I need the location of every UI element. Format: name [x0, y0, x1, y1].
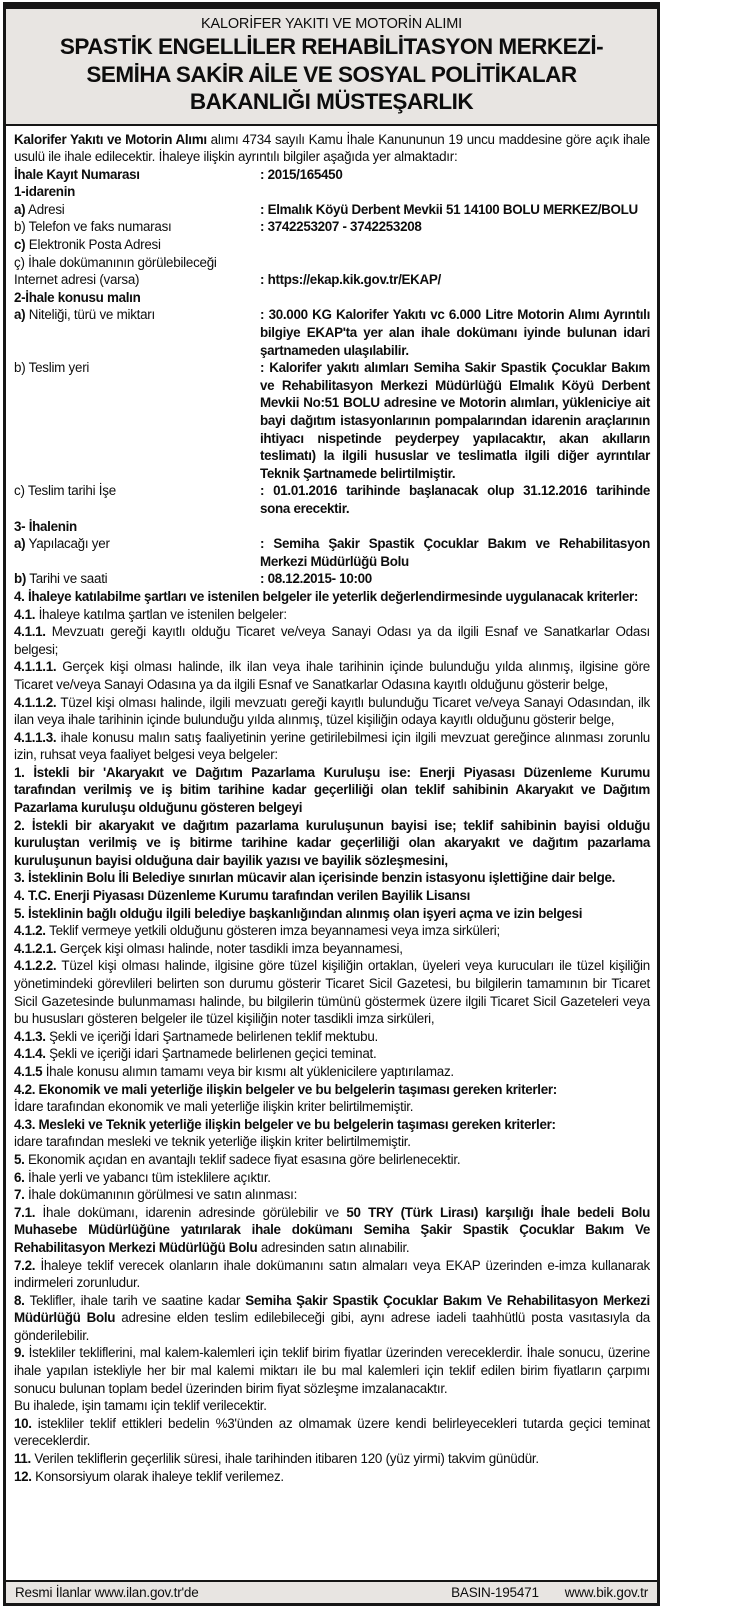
text-run: 3. İsteklinin Bolu İli Belediye sınırlan mücavir alan içerisinde benzin istasyonu işlettiğine dair belge.	[14, 870, 616, 886]
text-run: Şekli ve içeriği İdari Şartnamede belirlenen teklif mektubu.	[49, 1028, 378, 1044]
clause-paragraph	[14, 905, 650, 923]
clause-paragraph	[14, 1116, 650, 1134]
text-run: a)	[14, 536, 26, 552]
text-run: : 01.01.2016 tarihinde başlanacak olup 31.12.2016 tarihinde sona erecektir.	[260, 483, 650, 516]
text-run: 4.1.2.	[14, 923, 50, 939]
text-run: 4.1.1.1.	[14, 659, 63, 675]
text-run: 4.1.3.	[14, 1028, 50, 1044]
clause-paragraph	[14, 940, 650, 958]
clause-paragraph	[14, 1098, 650, 1116]
text-run: : 08.12.2015- 10:00	[260, 571, 372, 587]
text-run: Ekonomik açıdan en avantajlı teklif sadece fiyat esasına göre belirlenecektir.	[28, 1151, 461, 1167]
text-run: Yapılacağı yer	[25, 536, 110, 552]
text-run: 4.2. Ekonomik ve mali yeterliğe ilişkin belgeler ve bu belgelerin taşıması gereken kriterler:	[14, 1081, 557, 1097]
notice-supertitle: KALORİFER YAKITI VE MOTORİN ALIMI	[201, 16, 462, 32]
notice-title-line: SEMİHA SAKİR AİLE VE SOSYAL POLİTİKALAR	[86, 61, 577, 87]
text-run: 1. İstekli bir 'Akaryakıt ve Dağıtım Pazarlama Kuruluşu ise: Enerji Piyasası Düzenleme Kurumu tarafından verilmiş ve iş bitim tarihine kadar geçerliliği olan teklif sahibinin Akaryakıt ve Dağıtım Pazarlama kuruluşu olduğunu gösteren belgeyi	[14, 764, 650, 816]
text-run: Niteliği, türü ve miktarı	[25, 307, 155, 323]
text-run: Bu ihalede, işin tamamı için teklif verilecektir.	[14, 1398, 267, 1414]
text-run: Elektronik Posta Adresi	[25, 237, 161, 253]
text-run: 12.	[14, 1468, 36, 1484]
text-run: 3- İhalenin	[14, 518, 77, 534]
clause-paragraph	[14, 1257, 650, 1292]
text-run: 1-idarenin	[14, 184, 75, 200]
text-run: : Elmalık Köyü Derbent Mevkii 51 14100 BOLU MERKEZ/BOLU	[260, 201, 638, 217]
text-run: İhaleye katılma şartlan ve istenilen belgeler:	[38, 606, 287, 622]
text-run: 7.	[14, 1187, 28, 1203]
clause-paragraph	[14, 1292, 650, 1345]
text-run: 4. T.C. Enerji Piyasası Düzenleme Kurumu tarafından verilen Bayilik Lisansı	[14, 888, 471, 904]
text-run: : Kalorifer yakıtı alımları Semiha Sakir Spastik Çocuklar Bakım ve Rehabilitasyon Merkezi Müdürlüğü Elmalık Köyü Derbent Mevkii No:51 BOLU adresine ve Motorin alımları, yükleniciye ait bayi dağıtım istasyonlarının pompalarından idarenin araçlarının ihtiyacı nispetinde peyderpey yapılacaktır, akan akılların teslimatı) la ilgili hususlar ve teslimatla ilgili diğer ayrıntılar Teknik Şartnamede belirtilmiştir.	[260, 360, 650, 481]
info-value	[260, 306, 650, 359]
info-row	[14, 482, 650, 517]
notice-title-line: BAKANLIĞI MÜSTEŞARLIK	[189, 89, 474, 114]
text-run: Gerçek kişi olması halinde, noter tasdikli imza beyannamesi,	[59, 940, 403, 956]
clause-paragraph	[14, 1081, 650, 1099]
text-run: İhaleye teklif verecek olanların ihale dokümanını satın almaları veya EKAP üzerinden e-imza kullanarak indirmeleri zorunludur.	[14, 1257, 650, 1291]
text-run: 5.	[14, 1151, 28, 1167]
info-row	[14, 201, 650, 219]
text-run: : 30.000 KG Kalorifer Yakıtı vc 6.000 Litre Motorin Alımı Ayrıntılı bilgiye EKAP'ta yer alan ihale dokümanı iyinde bulunan idari şartnameden ulaşılabilir.	[260, 307, 650, 358]
text-run: b) Teslim yeri	[14, 360, 90, 376]
clause-paragraph	[14, 1063, 650, 1081]
clause-paragraph	[14, 957, 650, 1027]
text-run: ihale konusu malın satış faaliyetinin yerine getirilebilmesi için ilgili mevzuat gereğince alınması zorunlu izin, ruhsat veya faaliyet belgesi veya belgeler:	[14, 729, 650, 763]
text-run: : 3742253207 - 3742253208	[260, 219, 422, 235]
text-run: Teklif vermeye yetkili olduğunu gösteren imza beyannamesi veya imza sirküleri;	[49, 923, 500, 939]
info-label	[14, 570, 260, 588]
text-run: İhale dokümanının görülmesi ve satın alınması:	[28, 1187, 298, 1203]
clause-paragraph	[14, 1151, 650, 1169]
text-run: Mevzuatı gereği kayıtlı olduğu Ticaret ve/veya Sanayi Odası ya da ilgili Esnaf ve Sanatkarlar Odası belgesi;	[14, 624, 650, 657]
text-run: 4.1.1.3.	[14, 729, 61, 745]
info-value	[260, 166, 650, 184]
clause-paragraph	[14, 1045, 650, 1063]
info-row	[14, 570, 650, 588]
text-run: c)	[14, 237, 26, 253]
text-run: 10.	[14, 1415, 38, 1431]
info-row	[14, 535, 650, 570]
text-run: 2-İhale konusu malın	[14, 289, 141, 305]
text-run: 4.1.	[14, 606, 39, 622]
text-run: 4. İhaleye katılabilme şartları ve istenilen belgeler ile yeterlik değerlendirmesinde uygulanacak kriterler:	[14, 588, 639, 604]
text-run: İhale konusu alımın tamamı veya bir kısmı alt yüklenicilere yaptırılamaz.	[45, 1063, 454, 1079]
info-value	[260, 535, 650, 570]
clause-paragraph	[14, 1397, 650, 1415]
notice-footer	[6, 1580, 657, 1603]
text-run: alımı 4734 sayılı Kamu İhale Kanununun 19 uncu maddesine göre açık ihale usulü ile ihale edilecektir. İhaleye ilişkin ayrıntılı bilgiler aşağıda yer almaktadır:	[14, 131, 651, 165]
text-run: İhale dokümanı, idarenin adresinde görülebilir ve	[42, 1204, 347, 1220]
text-run: İdare tarafından ekonomik ve mali yeterliğe ilişkin kriter belirtilmemiştir.	[14, 1099, 414, 1115]
text-run: ç) İhale dokümanının görülebileceği	[14, 254, 217, 270]
info-label	[14, 535, 260, 570]
text-run: 4.1.1.	[14, 624, 52, 640]
text-run: 4.1.2.1.	[14, 940, 60, 956]
info-value	[260, 359, 650, 482]
clause-paragraph	[14, 869, 650, 887]
info-label	[14, 482, 260, 517]
text-run: adresinden satın alınabilir.	[257, 1239, 410, 1255]
text-run: Teklifler, ihale tarih ve saatine kadar	[29, 1292, 246, 1308]
text-run: 4.1.5	[14, 1063, 46, 1079]
text-run: 9.	[14, 1345, 29, 1361]
info-label	[14, 518, 260, 536]
text-run: Şekli ve içeriği idari Şartnamede belirlenen geçici teminat.	[49, 1046, 377, 1062]
info-row	[14, 183, 650, 201]
info-row	[14, 218, 650, 236]
info-label	[14, 236, 260, 254]
clause-paragraph	[14, 922, 650, 940]
text-run: b) Telefon ve faks numarası	[14, 219, 172, 235]
clause-paragraph	[14, 817, 650, 870]
clause-paragraph	[14, 1344, 650, 1397]
info-label	[14, 271, 260, 289]
info-label	[14, 166, 260, 184]
clause-paragraph	[14, 764, 650, 817]
info-value	[260, 570, 650, 588]
text-run: istekliler teklif ettikleri bedelin %3'ünden az olmamak üzere kendi belirleyecekleri tutarda geçici teminat vereceklerdir.	[14, 1415, 650, 1449]
info-value	[260, 271, 650, 289]
text-run: c) Teslim tarihi İşe	[14, 483, 116, 499]
text-run: a)	[14, 201, 26, 217]
clause-paragraph	[14, 1169, 650, 1187]
notice-title-line: SPASTİK ENGELLİLER REHABİLİTASYON MERKEZİ-	[59, 34, 604, 59]
info-label	[14, 289, 260, 307]
text-run: adresine elden teslim edilebileceği gibi, aynı adrese iadeli taahhütlü posta vasıtasıyla da gönderilebilir.	[14, 1310, 650, 1343]
info-row	[14, 518, 650, 536]
notice-header	[6, 9, 657, 126]
text-run: 11.	[14, 1451, 35, 1467]
clause-paragraph	[14, 606, 650, 624]
text-run: 50 TRY (Türk Lirası) karşılığı İhale bedeli Bolu Muhasebe Müdürlüğüne yatırılarak ihale dokümanı Semiha Şakir Spastik Çocuklar Bakım Ve Rehabilitasyon Merkezi Müdürlüğü Bolu	[14, 1204, 650, 1255]
notice-title	[16, 33, 647, 116]
text-run: Tüzel kişi olması halinde, ilgili mevzuatı gereği kayıtlı bulunduğu Ticaret ve/veya Sanayi Odasından, ilk ilan veya ihale tarihinin içinde bulunduğu yılda alınmış, tüzel kişiliğin odaya kayıtlı olduğunu gösterir belge,	[14, 694, 650, 728]
text-run: İhale yerli ve yabancı tüm isteklilere açıktır.	[28, 1169, 271, 1185]
info-row	[14, 254, 650, 272]
info-label	[14, 254, 260, 272]
tender-info-list	[14, 166, 650, 588]
text-run: b)	[14, 571, 27, 587]
text-run: Verilen tekliflerin geçerlilik süresi, ihale tarihinden itibaren 120 (yüz yirmi) takvim günüdür.	[34, 1451, 539, 1467]
text-run: 4.1.1.2.	[14, 694, 61, 710]
info-row	[14, 289, 650, 307]
clause-paragraph	[14, 1204, 650, 1257]
clause-paragraph	[14, 1186, 650, 1204]
text-run: 4.3. Mesleki ve Teknik yeterliğe ilişkin belgeler ve bu belgelerin taşıması gereken kriterler:	[14, 1116, 556, 1132]
clause-paragraph	[14, 1028, 650, 1046]
text-run: Konsorsiyum olarak ihaleye teklif verilemez.	[35, 1468, 284, 1484]
text-run: İstekliler tekliflerini, mal kalem-kalemleri için teklif birim fiyatlar üzerinden vereceklerdir. İhale sonucu, üzerine ihale yapılan istekliyle her bir mal kalemi miktarı ile bu mal kalemleri için teklif edilen birim fiyatların çarpımı sonucu bulunan toplam bedel üzerinden birim fiyat sözleşme imzalanacaktır.	[14, 1345, 650, 1396]
text-run: idare tarafından mesleki ve teknik yeterliğe ilişkin kriter belirtilmemiştir.	[14, 1134, 411, 1150]
text-run: 4.1.4.	[14, 1046, 50, 1062]
info-value	[260, 218, 650, 236]
text-run: : 2015/165450	[260, 166, 343, 182]
official-ads-label: Resmi İlanlar www.ilan.gov.tr'de	[15, 1585, 199, 1600]
text-run: Tüzel kişi olması halinde, ilgisine göre tüzel kişiliğin ortaklan, üyeleri veya kurucuları ile tüzel kişiliğin yönetimindeki görevlileri belirten son durumu gösterir Ticaret Sicil Gazetesi, bu bilgilerin tamamının bir Ticaret Sicil Gazetesinde bulunmaması halinde, bu bilgilerin tümünü göstermek üzere ilgili Ticaret Sicil Gazeteleri veya bu hususları gösteren belgeler ile tüzel kişiliğin noter tasdikli imza sirküleri,	[14, 958, 650, 1027]
footer-right-group	[451, 1585, 648, 1600]
info-row	[14, 359, 650, 482]
info-label	[14, 306, 260, 359]
text-run: a)	[14, 307, 26, 323]
clause-paragraph	[14, 694, 650, 729]
clause-paragraph	[14, 1415, 650, 1450]
text-run: 7.2.	[14, 1257, 41, 1273]
text-run: 8.	[14, 1292, 30, 1308]
bik-site-label: www.bik.gov.tr	[564, 1585, 648, 1600]
text-run: Adresi	[25, 201, 65, 217]
info-row	[14, 166, 650, 184]
clause-paragraph	[14, 623, 650, 658]
info-row	[14, 306, 650, 359]
info-row	[14, 271, 650, 289]
intro-paragraph	[14, 131, 650, 166]
clause-paragraph	[14, 658, 650, 693]
info-label	[14, 218, 260, 236]
text-run: Internet adresi (varsa)	[14, 272, 140, 288]
text-run: 6.	[14, 1169, 28, 1185]
info-value	[260, 201, 650, 219]
notice-body	[6, 126, 657, 1581]
clause-paragraph	[14, 588, 650, 606]
text-run: : https://ekap.kik.gov.tr/EKAP/	[260, 272, 441, 288]
text-run: 2. İstekli bir akaryakıt ve dağıtım pazarlama kuruluşunun bayisi ise; teklif sahibinin bayisi olduğu kuruluştan verilmiş ve iş bitirme tarihine kadar geçerliliği olan akaryakıt ve dağıtım pazarlama kuruluşunun bayisi olduğuna dair bayilik yazısı ve bayilik sözleşmesini,	[14, 817, 650, 868]
text-run: Semiha Şakir Spastik Çocuklar Bakım Ve Rehabilitasyon Merkezi Müdürlüğü Bolu	[14, 1292, 650, 1326]
text-run: 4.1.2.2.	[14, 958, 62, 974]
text-run: Tarihi ve saati	[26, 571, 108, 587]
text-run: : Semiha Şakir Spastik Çocuklar Bakım ve Rehabilitasyon Merkezi Müdürlüğü Bolu	[260, 536, 650, 569]
info-label	[14, 183, 260, 201]
press-number: BASIN-195471	[451, 1585, 539, 1600]
clause-paragraph	[14, 887, 650, 905]
text-run: Kalorifer Yakıtı ve Motorin Alımı	[14, 131, 207, 147]
clause-paragraph	[14, 1450, 650, 1468]
info-row	[14, 236, 650, 254]
text-run: Gerçek kişi olması halinde, ilk ilan veya ihale tarihinin içinde bulunduğu yılda alınmış, ilgisine göre Ticaret ve/veya Sanayi Odasına ya da ilgili Esnaf ve Sanatkarlar Odasına kayıtlı olduğunu gösterir belge,	[14, 659, 650, 692]
text-run: İhale Kayıt Numarası	[14, 166, 140, 182]
text-run: 5. İsteklinin bağlı olduğu ilgili belediye başkanlığından alınmış olan işyeri açma ve izin belgesi	[14, 905, 583, 921]
tender-notice-document	[3, 2, 660, 1606]
info-label	[14, 201, 260, 219]
info-label	[14, 359, 260, 482]
text-run: 7.1.	[14, 1204, 43, 1220]
info-value	[260, 482, 650, 517]
clause-paragraph	[14, 1468, 650, 1486]
clause-paragraph	[14, 729, 650, 764]
tender-clauses	[14, 588, 650, 1485]
clause-paragraph	[14, 1133, 650, 1151]
